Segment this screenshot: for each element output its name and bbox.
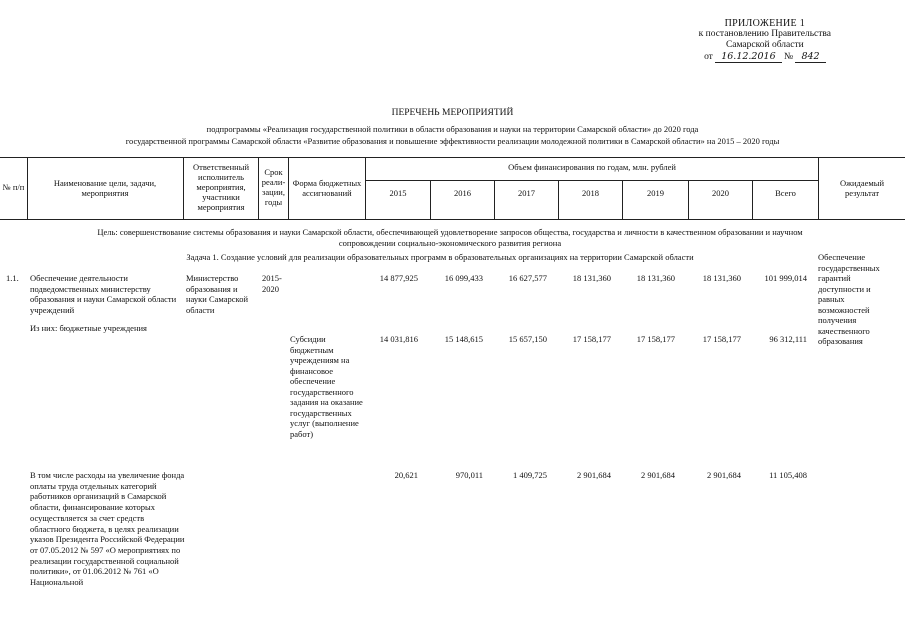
document-subtitle <box>0 124 905 147</box>
expected-result: Обеспечение государственных гарантий доступности и равных возможностей получения качественного образования <box>818 252 880 346</box>
row-value-2018: 17 158,177 <box>572 334 611 344</box>
row-value-2017: 15 657,150 <box>508 334 547 344</box>
document-title: ПЕРЕЧЕНЬ МЕРОПРИЯТИЙ <box>391 108 514 118</box>
row-term: 2015-2020 <box>262 273 282 294</box>
table-header <box>0 157 905 220</box>
row-num: 1.1. <box>6 273 19 283</box>
header-result: Ожидаемый результат <box>839 178 885 198</box>
header-year-2019: 2019 <box>647 188 664 198</box>
row-value-total: 11 105,408 <box>769 470 807 480</box>
row-value-2015: 14 877,925 <box>379 273 418 283</box>
header-year-2015: 2015 <box>389 188 407 198</box>
header-term: Срок реали-зации, годы <box>261 167 286 207</box>
header-year-2020: 2020 <box>712 188 729 198</box>
row-value-2020: 17 158,177 <box>702 334 741 344</box>
row-value-2015: 14 031,816 <box>379 334 418 344</box>
header-total: Всего <box>775 188 796 198</box>
date-label: от <box>704 52 713 62</box>
row-executor: Министерство образования и науки Самарской области <box>186 273 248 315</box>
row-value-total: 101 999,014 <box>764 273 807 283</box>
row-name: Обеспечение деятельности подведомственных министерству образования и науки Самарской области учреждений <box>30 273 177 315</box>
header-form: Форма бюджетных ассигнований <box>292 178 362 198</box>
row-value-2018: 2 901,684 <box>577 470 611 480</box>
subtitle-line-2: государственной программы Самарской области «Развитие образования и повышение эффективности реализации молодежной политики в Самарской области» на 2015 – 2020 годы <box>125 135 780 146</box>
header-num: № п/п <box>2 182 25 192</box>
header-year-2018: 2018 <box>582 188 599 198</box>
row-value-2016: 16 099,433 <box>444 273 483 283</box>
number-value: 842 <box>795 51 825 63</box>
appendix-line-2: к постановлению Правительства <box>698 29 831 39</box>
header-executor: Ответственный исполнитель мероприятия, участники мероприятия <box>193 162 249 212</box>
row-value-2017: 16 627,577 <box>508 273 547 283</box>
row-value-2019: 18 131,360 <box>636 273 675 283</box>
row-value-total: 96 312,111 <box>769 334 807 344</box>
row-value-2016: 970,011 <box>455 470 483 480</box>
header-year-2017: 2017 <box>518 188 535 198</box>
task-text: Задача 1. Создание условий для реализации образовательных программ в образовательных организациях на территории Самарской области <box>186 252 694 262</box>
number-label: № <box>784 52 794 62</box>
row-value-2019: 2 901,684 <box>641 470 675 480</box>
row-name: Из них: бюджетные учреждения <box>30 323 147 333</box>
appendix-line-3: Самарской области <box>725 40 804 50</box>
subtitle-line-1: подпрограммы «Реализация государственной политики в области образования и науки на территории Самарской области» до 2020 года <box>206 124 699 134</box>
row-value-2020: 18 131,360 <box>702 273 741 283</box>
date-value: 16.12.2016 <box>715 51 781 63</box>
appendix-block <box>699 18 831 63</box>
row-value-2019: 17 158,177 <box>636 334 675 344</box>
row-form: Субсидии бюджетным учреждениям на финансовое обеспечение государственного задания на оказание государственных услуг (выполнение работ) <box>290 334 363 439</box>
row-value-2015: 20,621 <box>394 470 418 480</box>
row-value-2016: 15 148,615 <box>444 334 483 344</box>
header-name: Наименование цели, задачи, мероприятия <box>53 178 157 198</box>
row-value-2018: 18 131,360 <box>572 273 611 283</box>
header-volume: Объем финансирования по годам, млн. рублей <box>508 162 676 172</box>
row-value-2020: 2 901,684 <box>707 470 741 480</box>
header-year-2016: 2016 <box>454 188 471 198</box>
row-name: В том числе расходы на увеличение фонда оплаты труда отдельных категорий работников организаций в Самарской области, финансирование которых осуществляется за счет средств областного бюджета, в целях реализации указов Президента Российской Федерации от 07.05.2012 № 597 «О мероприятиях по реализации государственной социальной политики», от 01.06.2012 № 761 «О Национальной <box>30 470 185 588</box>
appendix-title: ПРИЛОЖЕНИЕ 1 <box>724 18 806 29</box>
appendix-date-line <box>699 51 831 63</box>
row-value-2017: 1 409,725 <box>513 470 547 480</box>
goal-text: Цель: совершенствование системы образования и науки Самарской области, обеспечивающей удовлетворение запросов общества, государства и личности в качественном образовании и научном сопровождении социально-экономического развития региона <box>97 227 803 248</box>
